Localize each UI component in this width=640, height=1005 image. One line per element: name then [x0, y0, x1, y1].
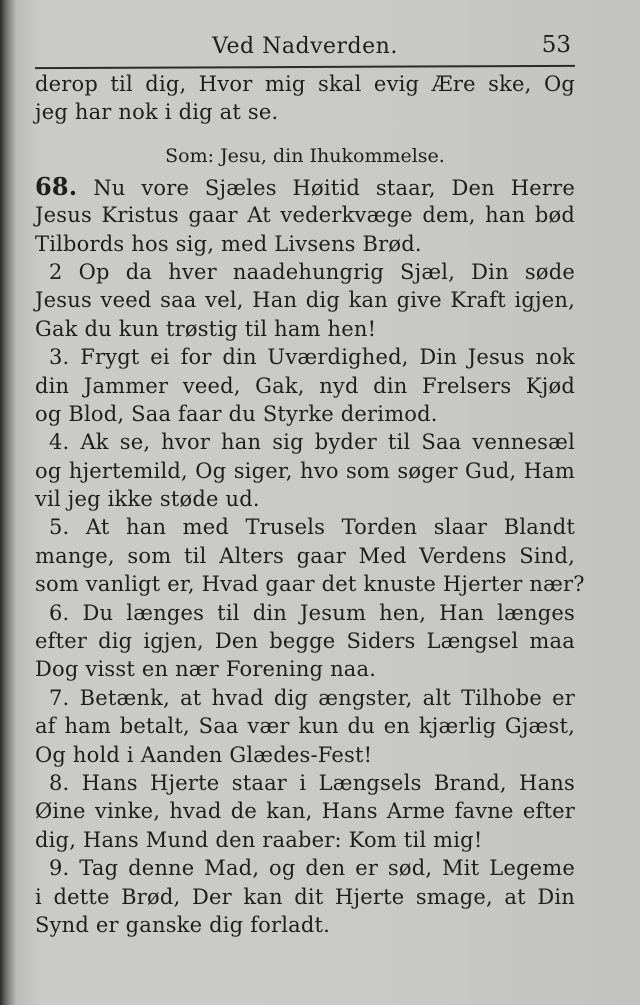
hymn-verse — [35, 428, 575, 513]
page-header — [35, 30, 575, 66]
verse-line: Og hold i Aanden Glædes-Fest! — [35, 742, 373, 767]
hymn-verse — [35, 599, 575, 684]
verse-number: 9. — [49, 856, 70, 881]
verse-text: Hans Hjerte staar i Længsels Brand, Hans — [81, 770, 575, 795]
verse-number: 5. — [49, 515, 70, 540]
verse-number: 6. — [49, 600, 70, 625]
verse-number: 8. — [49, 770, 70, 795]
verse-line: Øine vinke, hvad de kan, Hans Arme favne efter — [35, 799, 575, 824]
verse-line: som vanligt er, Hvad gaar det knuste Hjerter nær? — [35, 572, 585, 597]
verse-text: Betænk, at hvad dig ængster, alt Tilhobe er — [79, 685, 575, 710]
verse-line: og Blod, Saa faar du Styrke derimod. — [35, 401, 438, 426]
hymn-number: 68. — [35, 171, 78, 201]
tune-note: Som: Jesu, din Ihukommelse. — [165, 144, 445, 167]
verse-number: 7. — [49, 685, 70, 710]
verse-text: Ak se, hvor han sig byder til Saa vennesæl — [80, 430, 575, 455]
verse-line: efter dig igjen, Den begge Siders Længsel maa — [35, 629, 575, 654]
verse-line: dig, Hans Mund den raaber: Kom til mig! — [35, 827, 483, 852]
verse-line — [35, 599, 575, 627]
hymn-verses — [35, 171, 585, 940]
hymn-verse — [35, 258, 575, 343]
verse-line — [35, 854, 575, 882]
verse-line — [35, 769, 575, 797]
running-title: Ved Nadverden. — [212, 34, 398, 59]
carryover-text — [35, 70, 575, 127]
verse-line: Jesus Kristus gaar At vederkvæge dem, han bød — [35, 203, 575, 228]
verse-line: og hjertemild, Og siger, hvo som søger Gud, Ham — [35, 458, 575, 483]
hymn-verse — [35, 769, 575, 854]
hymn-verse — [35, 343, 575, 428]
verse-line — [35, 684, 575, 712]
book-page — [35, 30, 585, 939]
hymn-verse — [35, 513, 585, 598]
verse-line: din Jammer veed, Gak, nyd din Frelsers Kjød — [35, 373, 575, 398]
verse-number: 3. — [49, 345, 70, 370]
verse-line: mange, som til Alters gaar Med Verdens Sind, — [35, 543, 575, 568]
verse-line: Gak du kun trøstig til ham hen! — [35, 316, 377, 341]
verse-line — [35, 173, 575, 201]
verse-line: Tilbords hos sig, med Livsens Brød. — [35, 231, 422, 256]
verse-line — [35, 258, 575, 286]
text-line: jeg har nok i dig at se. — [35, 100, 279, 125]
verse-line — [35, 513, 575, 541]
verse-line — [35, 343, 575, 371]
verse-line: vil jeg ikke støde ud. — [35, 487, 260, 512]
verse-text: Frygt ei for din Uværdighed, Din Jesus nok — [80, 345, 575, 370]
verse-text: Nu vore Sjæles Høitid staar, Den Herre — [93, 175, 575, 200]
verse-text: Op da hver naadehungrig Sjæl, Din søde — [78, 259, 575, 284]
verse-line: Synd er ganske dig forladt. — [35, 912, 331, 937]
verse-number: 2 — [49, 259, 63, 284]
verse-line — [35, 428, 575, 456]
verse-text: At han med Trusels Torden slaar Blandt — [85, 515, 575, 540]
verse-line: af ham betalt, Saa vær kun du en kjærlig Gjæst, — [35, 714, 575, 739]
page-number: 53 — [541, 32, 571, 58]
verse-text: Tag denne Mad, og den er sød, Mit Legeme — [79, 856, 575, 881]
verse-text: Du længes til din Jesum hen, Han længes — [82, 600, 575, 625]
hymn-verse — [35, 173, 575, 258]
verse-line: Dog visst en nær Forening naa. — [35, 657, 377, 682]
verse-number: 4. — [49, 430, 70, 455]
hymn-verse — [35, 854, 575, 939]
verse-line: i dette Brød, Der kan dit Hjerte smage, at Din — [35, 884, 575, 909]
verse-line: Jesus veed saa vel, Han dig kan give Kraft igjen, — [35, 288, 575, 313]
hymn-verse — [35, 684, 575, 769]
text-line: derop til dig, Hvor mig skal evig Ære ske, Og — [35, 72, 575, 96]
